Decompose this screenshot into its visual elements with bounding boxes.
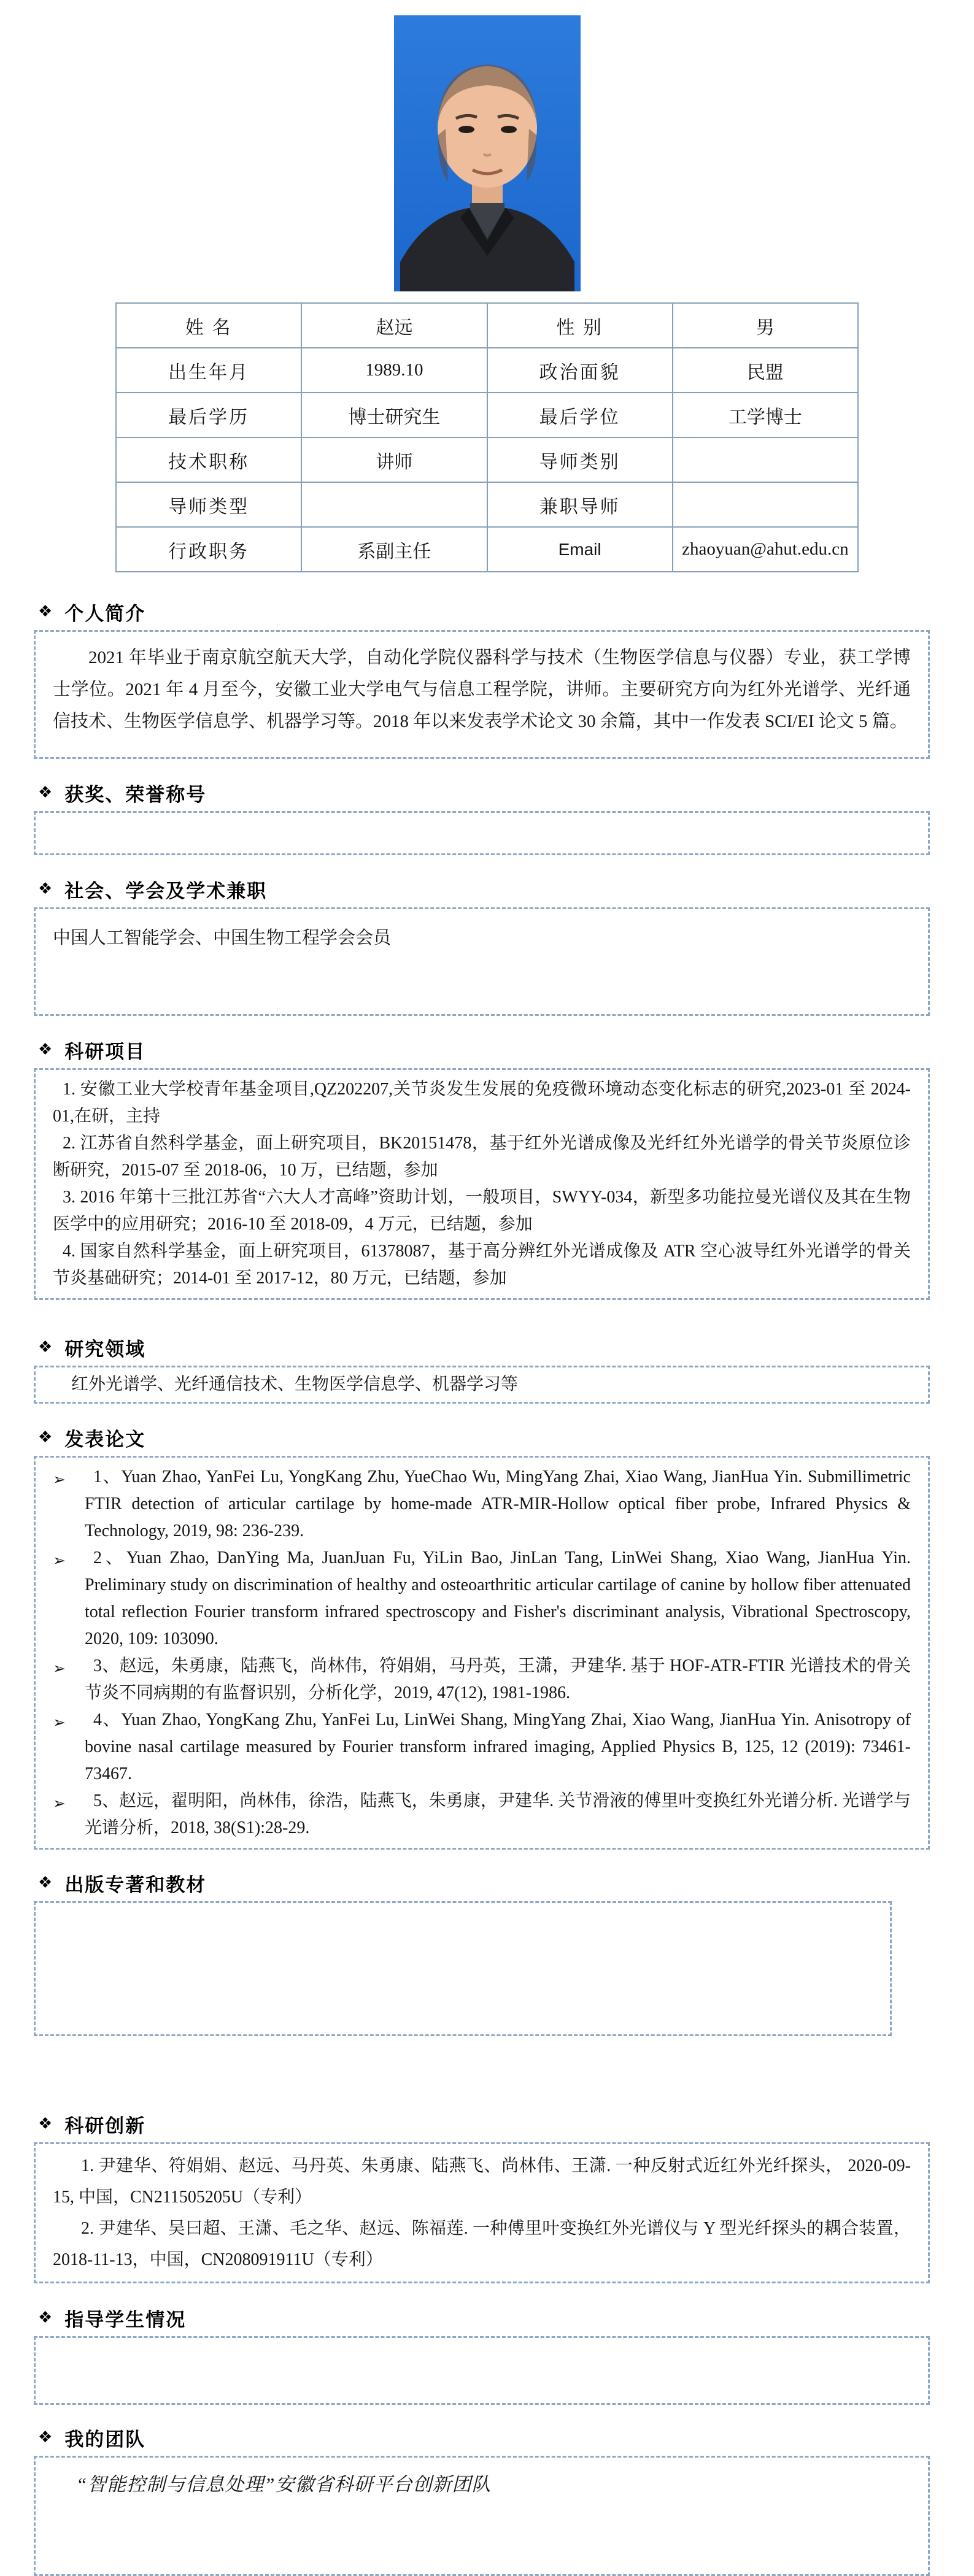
section-publications bbox=[34, 1425, 930, 1850]
section-books bbox=[34, 1870, 930, 2036]
section-title: 科研项目 bbox=[64, 1040, 146, 1063]
arrow-bullet-icon: ➢ bbox=[53, 1794, 66, 1812]
info-value-cell: 工学博士 bbox=[673, 393, 858, 437]
paper-item bbox=[53, 1545, 911, 1653]
info-value-cell: 讲师 bbox=[301, 437, 487, 482]
section-projects bbox=[34, 1037, 930, 1300]
paper-item bbox=[53, 1653, 911, 1707]
section-header-research-areas bbox=[38, 1335, 930, 1359]
section-memberships bbox=[34, 877, 930, 1016]
paper-text: 4、Yuan Zhao, YongKang Zhu, YanFei Lu, LinWei Shang, MingYang Zhai, Xiao Wang, JianHua Yin. Anisotropy of bovine nasal cartilage measured by Fourier transform infrared imaging, Applied Physics B, 125, 12 (2019): 73461-73467. bbox=[85, 1710, 911, 1783]
section-title: 科研创新 bbox=[64, 2115, 146, 2137]
info-table-body bbox=[116, 303, 858, 572]
list-item: “智能控制与信息处理”安徽省科研平台创新团队 bbox=[76, 2474, 492, 2495]
section-students bbox=[34, 2305, 930, 2405]
table-row bbox=[116, 437, 858, 482]
info-label-cell: 行政职务 bbox=[116, 527, 301, 572]
arrow-bullet-icon: ➢ bbox=[53, 1713, 66, 1731]
arrow-bullet-icon: ➢ bbox=[53, 1659, 66, 1677]
info-label-cell: 兼职导师 bbox=[487, 482, 673, 527]
table-row bbox=[116, 527, 858, 572]
section-team bbox=[34, 2425, 930, 2576]
section-header-publications bbox=[38, 1425, 930, 1450]
section-box-research-areas bbox=[34, 1366, 930, 1404]
info-label-cell: 性 别 bbox=[487, 303, 673, 348]
info-label-cell: 最后学历 bbox=[116, 393, 301, 437]
section-title: 我的团队 bbox=[64, 2428, 146, 2450]
info-label-cell: 最后学位 bbox=[487, 393, 673, 437]
section-header-team bbox=[38, 2425, 930, 2450]
paper-item bbox=[53, 1464, 911, 1545]
section-header-innovation bbox=[38, 2112, 930, 2136]
profile-paragraph: 2021 年毕业于南京航空航天大学，自动化学院仪器科学与技术（生物医学信息与仪器）专业，获工学博士学位。2021 年 4 月至今，安徽工业大学电气与信息工程学院，讲师。主要研究方向为红外光谱学、光纤通信技术、生物医学信息学、机器学习等。2018 年以来发表学术论文 30 余篇，其中一作发表 SCI/EI 论文 5 篇。 bbox=[53, 648, 911, 731]
section-innovation bbox=[34, 2112, 930, 2283]
info-label-cell: 政治面貌 bbox=[487, 348, 673, 393]
list-item: 2. 尹建华、吴曰超、王潇、毛之华、赵远、陈福莲. 一种傅里叶变换红外光谱仪与 Y 型光纤探头的耦合装置，2018-11-13，中国，CN208091911U（专利） bbox=[53, 2219, 911, 2269]
paper-item bbox=[53, 1788, 911, 1842]
paper-text: 5、赵远，翟明阳，尚林伟，徐浩，陆燕飞，朱勇康，尹建华. 关节滑液的傅里叶变换红外光谱分析. 光谱学与光谱分析，2018, 38(S1):28-29. bbox=[85, 1791, 911, 1837]
section-title: 研究领域 bbox=[64, 1338, 146, 1360]
section-box-books bbox=[34, 1901, 892, 2036]
section-header-memberships bbox=[38, 877, 930, 901]
section-title: 获奖、荣誉称号 bbox=[64, 783, 207, 805]
section-header-books bbox=[38, 1870, 930, 1895]
info-value-cell: 博士研究生 bbox=[301, 393, 487, 437]
paper-text: 3、赵远，朱勇康，陆燕飞，尚林伟，符娟娟，马丹英，王潇，尹建华. 基于 HOF-ATR-FTIR 光谱技术的骨关节炎不同病期的有监督识别，分析化学，2019, 47(12), 1981-1986. bbox=[85, 1656, 911, 1702]
list-item: 中国人工智能学会、中国生物工程学会会员 bbox=[53, 928, 392, 948]
info-label-cell: 导师类型 bbox=[116, 482, 301, 527]
diamond-bullet-icon: ❖ bbox=[38, 1338, 53, 1356]
diamond-bullet-icon: ❖ bbox=[38, 880, 53, 898]
diamond-bullet-icon: ❖ bbox=[38, 1040, 53, 1058]
paper-item bbox=[53, 1707, 911, 1788]
info-table bbox=[115, 302, 859, 572]
list-item: 1. 尹建华、符娟娟、赵远、马丹英、朱勇康、陆燕飞、尚林伟、王潇. 一种反射式近红外光纤探头， 2020-09-15, 中国，CN211505205U（专利） bbox=[53, 2156, 911, 2207]
info-value-cell: 民盟 bbox=[673, 348, 858, 393]
portrait-photo bbox=[394, 15, 581, 291]
diamond-bullet-icon: ❖ bbox=[38, 2428, 53, 2446]
table-row bbox=[116, 482, 858, 527]
section-title: 出版专著和教材 bbox=[64, 1874, 207, 1896]
info-label-cell: 技术职称 bbox=[116, 437, 301, 482]
arrow-bullet-icon: ➢ bbox=[53, 1551, 66, 1569]
section-title: 社会、学会及学术兼职 bbox=[64, 880, 268, 902]
section-header-projects bbox=[38, 1037, 930, 1062]
section-box-memberships bbox=[34, 907, 930, 1016]
table-row bbox=[116, 393, 858, 437]
info-value-cell: 赵远 bbox=[301, 303, 487, 348]
sections bbox=[34, 599, 930, 2576]
table-row bbox=[116, 348, 858, 393]
section-box-publications bbox=[34, 1456, 930, 1850]
info-label-cell: 出生年月 bbox=[116, 348, 301, 393]
section-box-innovation bbox=[34, 2142, 930, 2283]
section-header-profile bbox=[38, 599, 930, 624]
diamond-bullet-icon: ❖ bbox=[38, 1428, 53, 1446]
section-profile bbox=[34, 599, 930, 759]
info-label-cell: 姓 名 bbox=[116, 303, 301, 348]
diamond-bullet-icon: ❖ bbox=[38, 602, 53, 620]
info-label-cell: 导师类别 bbox=[487, 437, 673, 482]
diamond-bullet-icon: ❖ bbox=[38, 1874, 53, 1891]
section-box-profile bbox=[34, 630, 930, 759]
section-box-students bbox=[34, 2336, 930, 2405]
section-header-students bbox=[38, 2305, 930, 2330]
info-value-cell: 系副主任 bbox=[301, 527, 487, 572]
diamond-bullet-icon: ❖ bbox=[38, 783, 53, 801]
section-box-projects bbox=[34, 1068, 930, 1300]
arrow-bullet-icon: ➢ bbox=[53, 1471, 66, 1488]
paper-text: 1、Yuan Zhao, YanFei Lu, YongKang Zhu, YueChao Wu, MingYang Zhai, Xiao Wang, JianHua Yin. Submillimetric FTIR detection of articular cartilage by home-made ATR-MIR-Hollow optical fiber probe, Infrared Physics & Technology, 2019, 98: 236-239. bbox=[85, 1467, 911, 1540]
section-box-awards bbox=[34, 811, 930, 855]
list-item: 1. 安徽工业大学校青年基金项目,QZ202207,关节炎发生发展的免疫微环境动态变化标志的研究,2023-01 至 2024-01,在研，主持 bbox=[53, 1080, 911, 1126]
list-item: 红外光谱学、光纤通信技术、生物医学信息学、机器学习等 bbox=[71, 1375, 519, 1394]
table-row bbox=[116, 303, 858, 348]
info-value-cell bbox=[673, 482, 858, 527]
section-title: 个人简介 bbox=[64, 602, 146, 625]
section-title: 发表论文 bbox=[64, 1428, 146, 1450]
info-value-cell: 男 bbox=[673, 303, 858, 348]
section-header-awards bbox=[38, 780, 930, 805]
info-label-cell: Email bbox=[487, 527, 673, 572]
page bbox=[0, 15, 974, 2576]
list-item: 2. 江苏省自然科学基金，面上研究项目，BK20151478，基于红外光谱成像及光纤红外光谱学的骨关节炎原位诊断研究，2015-07 至 2018-06，10 万，已结题，参加 bbox=[53, 1134, 911, 1180]
info-value-cell: 1989.10 bbox=[301, 348, 487, 393]
list-item: 4. 国家自然科学基金，面上研究项目，61378087，基于高分辨红外光谱成像及 ATR 空心波导红外光谱学的骨关节炎基础研究；2014-01 至 2017-12，80 万元，已结题，参加 bbox=[53, 1242, 911, 1288]
diamond-bullet-icon: ❖ bbox=[38, 2309, 53, 2326]
diamond-bullet-icon: ❖ bbox=[38, 2115, 53, 2132]
paper-text: 2、Yuan Zhao, DanYing Ma, JuanJuan Fu, YiLin Bao, JinLan Tang, LinWei Shang, Xiao Wang, JianHua Yin. Preliminary study on discrimination of healthy and osteoarthritic articular cartilage of canine by hollow fiber attenuated total reflection Fourier transform infrared spectroscopy and Fisher's discriminant analysis, Vibrational Spectroscopy, 2020, 109: 103090. bbox=[85, 1548, 911, 1648]
list-item: 3. 2016 年第十三批江苏省“六大人才高峰”资助计划，一般项目，SWYY-034，新型多功能拉曼光谱仪及其在生物医学中的应用研究；2016-10 至 2018-09，4 万元，已结题，参加 bbox=[53, 1188, 911, 1234]
section-box-team bbox=[34, 2456, 930, 2576]
info-value-cell bbox=[301, 482, 487, 527]
info-value-cell bbox=[673, 437, 858, 482]
section-title: 指导学生情况 bbox=[64, 2309, 187, 2331]
section-awards bbox=[34, 780, 930, 855]
section-research-areas bbox=[34, 1335, 930, 1404]
info-value-cell: zhaoyuan@ahut.edu.cn bbox=[673, 527, 858, 572]
